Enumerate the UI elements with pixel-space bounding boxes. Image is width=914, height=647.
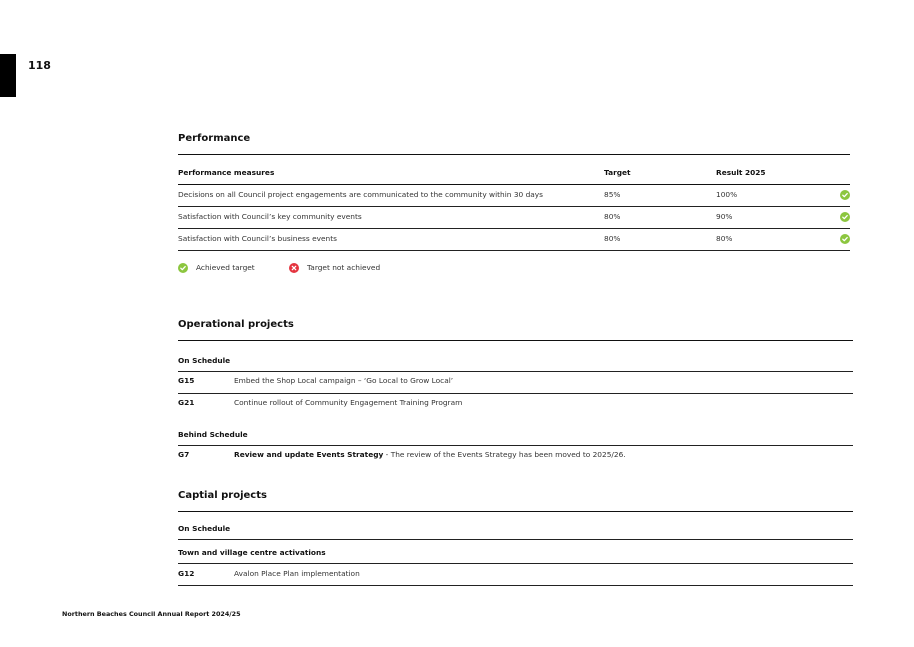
page-tab-marker bbox=[0, 54, 16, 97]
on-schedule-label: On Schedule bbox=[178, 356, 231, 365]
header-performance-measures: Performance measures bbox=[178, 168, 275, 177]
row-divider bbox=[178, 206, 850, 207]
capital-projects-title: Captial projects bbox=[178, 490, 267, 501]
measure-cell: Decisions on all Council project engagements are communicated to the community within 30 days bbox=[178, 190, 544, 199]
project-description: Embed the Shop Local campaign – ‘Go Local to Grow Local’ bbox=[234, 376, 454, 385]
check-circle-icon bbox=[840, 234, 850, 244]
project-code: G12 bbox=[178, 569, 195, 578]
row-divider bbox=[178, 228, 850, 229]
project-description: Avalon Place Plan implementation bbox=[234, 569, 360, 578]
performance-header-rule bbox=[178, 184, 850, 185]
project-description bbox=[234, 450, 626, 459]
project-note: - The review of the Events Strategy has been moved to 2025/26. bbox=[383, 450, 626, 459]
report-footer: Northern Beaches Council Annual Report 2024/25 bbox=[62, 610, 241, 618]
project-code: G15 bbox=[178, 376, 195, 385]
legend-achieved-label: Achieved target bbox=[196, 263, 255, 272]
project-title: Review and update Events Strategy bbox=[234, 450, 384, 459]
performance-top-rule bbox=[178, 154, 850, 155]
check-circle-icon bbox=[840, 190, 850, 200]
row-divider bbox=[178, 445, 853, 446]
project-code: G7 bbox=[178, 450, 190, 459]
measure-cell: Satisfaction with Council’s business events bbox=[178, 234, 337, 243]
result-cell: 80% bbox=[716, 234, 733, 243]
performance-title: Performance bbox=[178, 133, 251, 144]
result-cell: 90% bbox=[716, 212, 733, 221]
target-cell: 80% bbox=[604, 234, 621, 243]
page-number: 118 bbox=[28, 59, 51, 72]
legend-not-achieved-label: Target not achieved bbox=[307, 263, 381, 272]
measure-cell: Satisfaction with Council’s key community events bbox=[178, 212, 362, 221]
header-result: Result 2025 bbox=[716, 168, 766, 177]
operational-projects-title: Operational projects bbox=[178, 319, 294, 330]
achieved-check-icon bbox=[178, 263, 188, 273]
row-divider bbox=[178, 585, 853, 586]
project-description: Continue rollout of Community Engagement Training Program bbox=[234, 398, 463, 407]
row-divider bbox=[178, 563, 853, 564]
target-cell: 85% bbox=[604, 190, 621, 199]
check-circle-icon bbox=[840, 212, 850, 222]
row-divider bbox=[178, 539, 853, 540]
capital-top-rule bbox=[178, 511, 853, 512]
capital-on-schedule-label: On Schedule bbox=[178, 524, 231, 533]
operational-top-rule bbox=[178, 340, 853, 341]
target-cell: 80% bbox=[604, 212, 621, 221]
header-target: Target bbox=[604, 168, 631, 177]
not-achieved-cross-icon bbox=[289, 263, 299, 273]
result-cell: 100% bbox=[716, 190, 738, 199]
row-divider bbox=[178, 393, 853, 394]
row-divider bbox=[178, 250, 850, 251]
project-code: G21 bbox=[178, 398, 195, 407]
behind-schedule-label: Behind Schedule bbox=[178, 430, 248, 439]
row-divider bbox=[178, 371, 853, 372]
capital-group-label: Town and village centre activations bbox=[178, 548, 326, 557]
